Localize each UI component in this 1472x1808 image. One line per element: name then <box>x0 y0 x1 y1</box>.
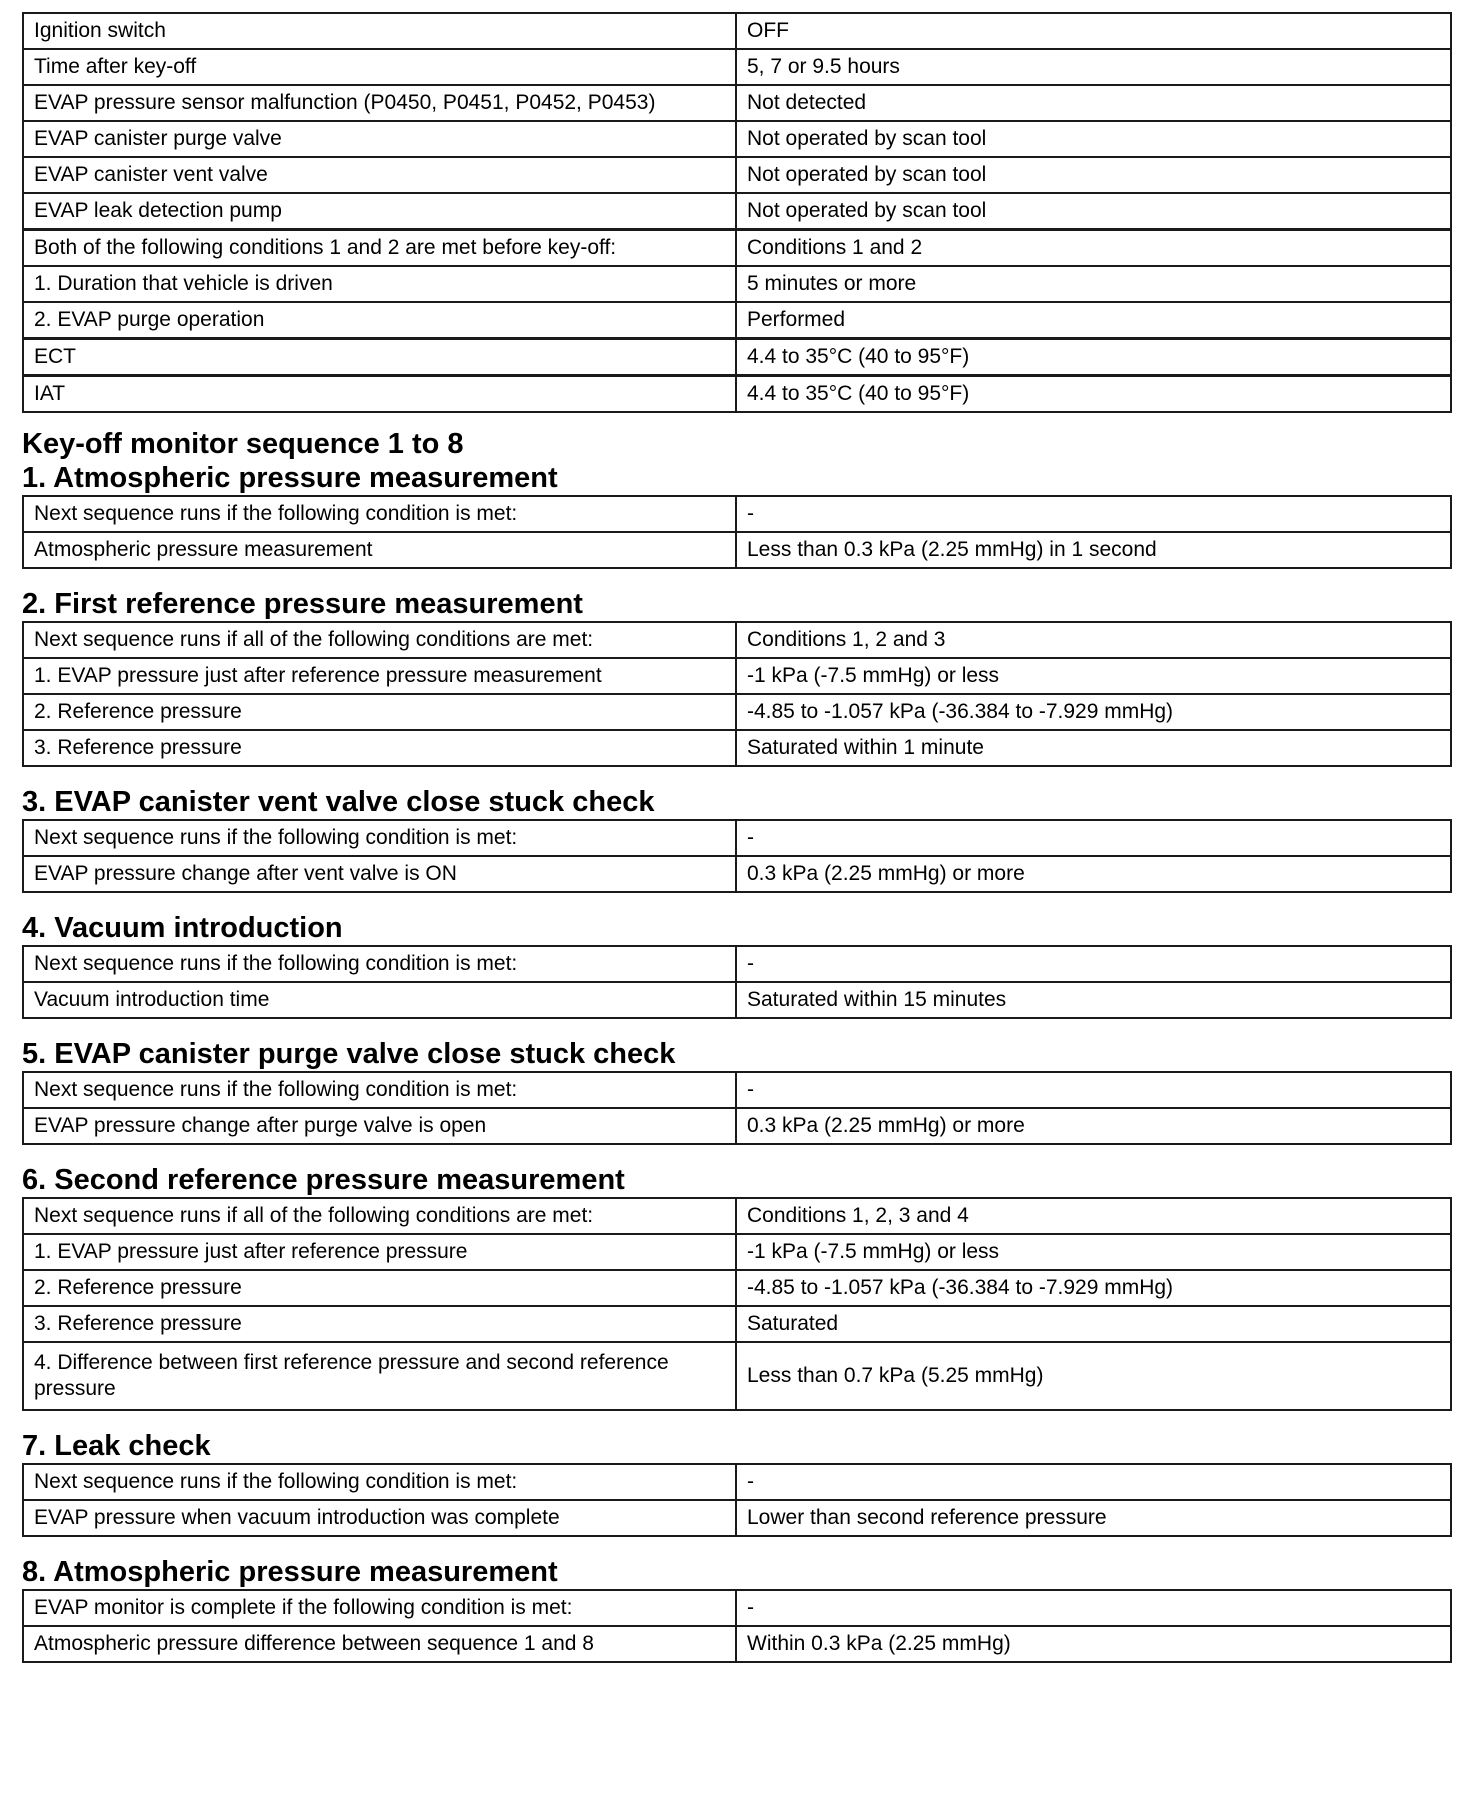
condition-cell: 4. Difference between first reference pressure and second reference pressure <box>23 1342 736 1410</box>
condition-cell: EVAP canister vent valve <box>23 157 736 193</box>
table-row <box>23 157 1451 193</box>
table-row <box>23 1626 1451 1662</box>
table-row <box>23 193 1451 230</box>
section-table <box>22 945 1452 1019</box>
condition-cell: 1. Duration that vehicle is driven <box>23 266 736 302</box>
table-row <box>23 1270 1451 1306</box>
value-cell: Conditions 1, 2 and 3 <box>736 622 1451 658</box>
value-cell: - <box>736 820 1451 856</box>
value-cell: - <box>736 1590 1451 1626</box>
section-title: 3. EVAP canister vent valve close stuck check <box>22 786 655 818</box>
condition-cell: 1. EVAP pressure just after reference pressure <box>23 1234 736 1270</box>
table-row <box>23 982 1451 1018</box>
table-row <box>23 1108 1451 1144</box>
condition-cell: 2. EVAP purge operation <box>23 302 736 339</box>
table-row <box>23 496 1451 532</box>
value-cell: Saturated <box>736 1306 1451 1342</box>
condition-cell: Next sequence runs if the following condition is met: <box>23 820 736 856</box>
condition-cell: Next sequence runs if the following condition is met: <box>23 496 736 532</box>
table-row <box>23 13 1451 49</box>
value-cell: Less than 0.7 kPa (5.25 mmHg) <box>736 1342 1451 1410</box>
condition-cell: Next sequence runs if the following condition is met: <box>23 1072 736 1108</box>
table-row <box>23 658 1451 694</box>
condition-cell: Next sequence runs if all of the following conditions are met: <box>23 622 736 658</box>
condition-cell: EVAP pressure change after vent valve is ON <box>23 856 736 892</box>
table-row <box>23 1198 1451 1234</box>
section-title: 1. Atmospheric pressure measurement <box>22 462 558 494</box>
section-table <box>22 819 1452 893</box>
condition-cell: Atmospheric pressure measurement <box>23 532 736 568</box>
value-cell: - <box>736 1072 1451 1108</box>
section-title: 7. Leak check <box>22 1430 211 1462</box>
condition-cell: 2. Reference pressure <box>23 1270 736 1306</box>
condition-cell: EVAP pressure change after purge valve is open <box>23 1108 736 1144</box>
value-cell: Conditions 1, 2, 3 and 4 <box>736 1198 1451 1234</box>
condition-cell: ECT <box>23 339 736 376</box>
table-row <box>23 622 1451 658</box>
table-row <box>23 266 1451 302</box>
table-row <box>23 376 1451 413</box>
sequence-heading: Key-off monitor sequence 1 to 8 <box>22 428 464 460</box>
condition-cell: 3. Reference pressure <box>23 730 736 766</box>
table-row <box>23 1342 1451 1410</box>
table-row <box>23 302 1451 339</box>
table-row <box>23 730 1451 766</box>
table-row <box>23 339 1451 376</box>
value-cell: Conditions 1 and 2 <box>736 230 1451 267</box>
section-title: 6. Second reference pressure measurement <box>22 1164 625 1196</box>
value-cell: 0.3 kPa (2.25 mmHg) or more <box>736 856 1451 892</box>
table-row <box>23 532 1451 568</box>
condition-cell: Next sequence runs if the following condition is met: <box>23 946 736 982</box>
section-table <box>22 1463 1452 1537</box>
condition-cell: EVAP monitor is complete if the following condition is met: <box>23 1590 736 1626</box>
table-row <box>23 820 1451 856</box>
value-cell: 4.4 to 35°C (40 to 95°F) <box>736 339 1451 376</box>
value-cell: Saturated within 1 minute <box>736 730 1451 766</box>
table-row <box>23 49 1451 85</box>
section-title: 2. First reference pressure measurement <box>22 588 583 620</box>
value-cell: -1 kPa (-7.5 mmHg) or less <box>736 658 1451 694</box>
condition-cell: Time after key-off <box>23 49 736 85</box>
value-cell: 0.3 kPa (2.25 mmHg) or more <box>736 1108 1451 1144</box>
condition-cell: 2. Reference pressure <box>23 694 736 730</box>
value-cell: Performed <box>736 302 1451 339</box>
value-cell: Lower than second reference pressure <box>736 1500 1451 1536</box>
section-title: 5. EVAP canister purge valve close stuck check <box>22 1038 676 1070</box>
condition-cell: EVAP pressure sensor malfunction (P0450, P0451, P0452, P0453) <box>23 85 736 121</box>
value-cell: Not operated by scan tool <box>736 193 1451 230</box>
value-cell: -4.85 to -1.057 kPa (-36.384 to -7.929 mmHg) <box>736 694 1451 730</box>
table-row <box>23 1464 1451 1500</box>
section-title: 8. Atmospheric pressure measurement <box>22 1556 558 1588</box>
table-row <box>23 1590 1451 1626</box>
value-cell: 5 minutes or more <box>736 266 1451 302</box>
value-cell: -4.85 to -1.057 kPa (-36.384 to -7.929 mmHg) <box>736 1270 1451 1306</box>
section-table <box>22 495 1452 569</box>
section-table <box>22 621 1452 767</box>
condition-cell: Next sequence runs if the following condition is met: <box>23 1464 736 1500</box>
value-cell: - <box>736 946 1451 982</box>
condition-cell: Both of the following conditions 1 and 2 are met before key-off: <box>23 230 736 267</box>
value-cell: - <box>736 496 1451 532</box>
table-row <box>23 856 1451 892</box>
condition-cell: IAT <box>23 376 736 413</box>
value-cell: Not operated by scan tool <box>736 157 1451 193</box>
section-table <box>22 1197 1452 1411</box>
section-table <box>22 1589 1452 1663</box>
value-cell: Saturated within 15 minutes <box>736 982 1451 1018</box>
condition-cell: EVAP pressure when vacuum introduction was complete <box>23 1500 736 1536</box>
table-row <box>23 1072 1451 1108</box>
condition-cell: EVAP canister purge valve <box>23 121 736 157</box>
table-row <box>23 1234 1451 1270</box>
condition-cell: Atmospheric pressure difference between sequence 1 and 8 <box>23 1626 736 1662</box>
condition-cell: Next sequence runs if all of the following conditions are met: <box>23 1198 736 1234</box>
section-title: 4. Vacuum introduction <box>22 912 343 944</box>
condition-cell: 1. EVAP pressure just after reference pressure measurement <box>23 658 736 694</box>
table-row <box>23 1500 1451 1536</box>
conditions-table <box>22 12 1452 413</box>
value-cell: -1 kPa (-7.5 mmHg) or less <box>736 1234 1451 1270</box>
value-cell: Not operated by scan tool <box>736 121 1451 157</box>
condition-cell: EVAP leak detection pump <box>23 193 736 230</box>
value-cell: - <box>736 1464 1451 1500</box>
condition-cell: Ignition switch <box>23 13 736 49</box>
condition-cell: Vacuum introduction time <box>23 982 736 1018</box>
table-row <box>23 694 1451 730</box>
value-cell: Less than 0.3 kPa (2.25 mmHg) in 1 second <box>736 532 1451 568</box>
table-row <box>23 946 1451 982</box>
table-row <box>23 85 1451 121</box>
value-cell: Within 0.3 kPa (2.25 mmHg) <box>736 1626 1451 1662</box>
value-cell: Not detected <box>736 85 1451 121</box>
table-row <box>23 1306 1451 1342</box>
condition-cell: 3. Reference pressure <box>23 1306 736 1342</box>
section-table <box>22 1071 1452 1145</box>
table-row <box>23 230 1451 267</box>
value-cell: 4.4 to 35°C (40 to 95°F) <box>736 376 1451 413</box>
value-cell: 5, 7 or 9.5 hours <box>736 49 1451 85</box>
value-cell: OFF <box>736 13 1451 49</box>
table-row <box>23 121 1451 157</box>
